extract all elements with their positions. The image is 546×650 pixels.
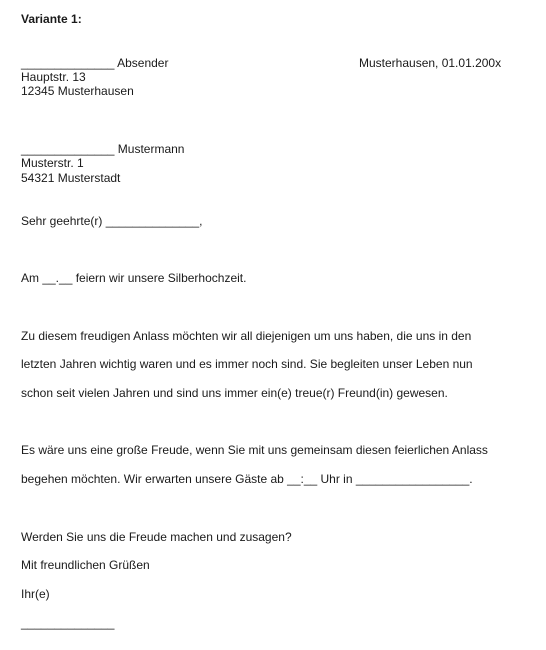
closing-greeting: Mit freundlichen Grüßen <box>21 558 150 572</box>
signature-line: ______________ <box>21 616 115 630</box>
question-line: Werden Sie uns die Freude machen und zusagen? <box>21 530 292 544</box>
paragraph-line: schon seit vielen Jahren und sind uns immer ein(e) treue(r) Freund(in) gewesen. <box>21 386 448 400</box>
sender-name-line: ______________ Absender <box>21 56 169 70</box>
announcement-line: Am __.__ feiern wir unsere Silberhochzeit. <box>21 271 247 285</box>
variant-heading: Variante 1: <box>21 12 82 26</box>
paragraph-line: letzten Jahren wichtig waren und es immer noch sind. Sie begleiten unser Leben nun <box>21 357 473 371</box>
recipient-street: Musterstr. 1 <box>21 156 84 170</box>
sender-city: 12345 Musterhausen <box>21 84 134 98</box>
sender-street: Hauptstr. 13 <box>21 70 86 84</box>
date-line: Musterhausen, 01.01.200x <box>359 56 502 70</box>
recipient-name-line: ______________ Mustermann <box>21 142 185 156</box>
paragraph-line: Zu diesem freudigen Anlass möchten wir all diejenigen um uns haben, die uns in den <box>21 329 472 343</box>
paragraph-line: begehen möchten. Wir erwarten unsere Gäste ab __:__ Uhr in _________________. <box>21 472 473 486</box>
salutation: Sehr geehrte(r) ______________, <box>21 214 203 228</box>
signature-name: Ihr(e) <box>21 587 50 601</box>
paragraph-line: Es wäre uns eine große Freude, wenn Sie mit uns gemeinsam diesen feierlichen Anlass <box>21 443 488 457</box>
recipient-city: 54321 Musterstadt <box>21 171 121 185</box>
